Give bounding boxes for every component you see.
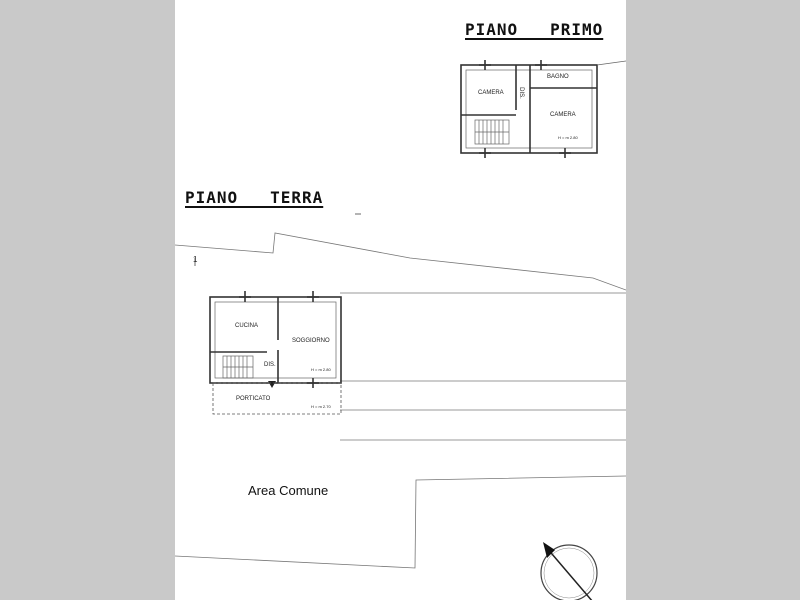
entrance-arrow-icon [268, 381, 276, 388]
room-label-bagno: BAGNO [547, 74, 569, 80]
area-comune-label: Area Comune [248, 483, 329, 498]
room-label-dis: DIS. [517, 87, 524, 99]
plot-boundary-south [175, 476, 626, 568]
ground-floor-stairs [223, 356, 253, 378]
porticato-outline [213, 383, 341, 414]
height-note: H = m 2.70 [311, 404, 331, 409]
height-note: H = m 2.80 [311, 367, 331, 372]
room-label-porticato: PORTICATO [236, 396, 271, 402]
height-note: H = m 2.80 [558, 135, 578, 140]
ground-floor-plan [210, 291, 341, 414]
ground-floor-title: PIANO TERRA [185, 188, 324, 207]
room-label-dis: DIS. [264, 362, 276, 368]
floor-plan-drawing [175, 0, 626, 600]
first-floor-stairs [475, 120, 509, 144]
first-floor-plan [461, 60, 626, 158]
room-label-camera: CAMERA [478, 90, 504, 96]
room-label-camera: CAMERA [550, 112, 576, 118]
room-label-cucina: CUCINA [235, 323, 259, 329]
floor-plan-sheet [175, 0, 626, 600]
compass-rose [541, 542, 597, 600]
plot-boundary-north [175, 233, 626, 290]
first-floor-title: PIANO PRIMO [465, 20, 604, 39]
plot-mark: 1 [193, 255, 198, 264]
room-label-soggiorno: SOGGIORNO [292, 338, 330, 344]
